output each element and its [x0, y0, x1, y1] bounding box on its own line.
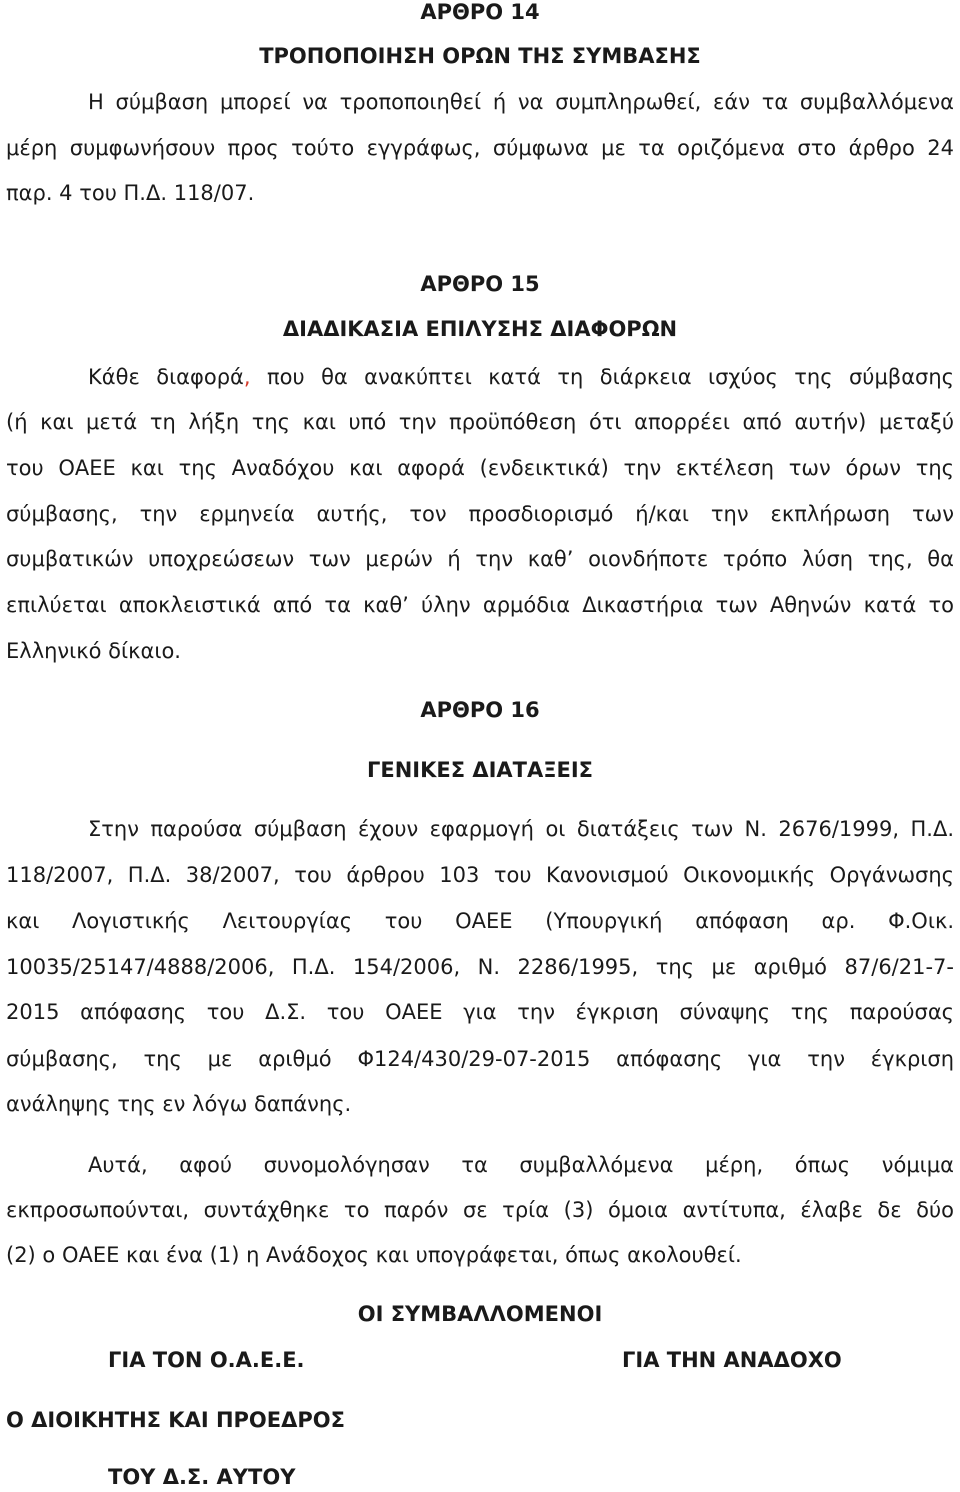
- article-16-text-line: 118/2007, Π.Δ. 38/2007, του άρθρου 103 του Κανονισμού Οικονομικής Οργάνωσης: [6, 863, 954, 887]
- closing-text-line: (2) ο ΟΑΕΕ και ένα (1) η Ανάδοχος και υπογράφεται, όπως ακολουθεί.: [6, 1243, 742, 1267]
- article-15-text-line: επιλύεται αποκλειστικά από τα καθ’ ύλην αρμόδια Δικαστήρια των Αθηνών κατά το: [6, 593, 954, 617]
- article-15-text-line: συμβατικών υποχρεώσεων των μερών ή την καθ’ οιονδήποτε τρόπο λύση της, θα: [6, 547, 954, 571]
- article-15-text-start: Κάθε διαφορά: [88, 365, 244, 389]
- article-15-text-line: σύμβασης, την ερμηνεία αυτής, τον προσδιορισμό ή/και την εκπλήρωση των: [6, 502, 954, 526]
- article-14-text-line: παρ. 4 του Π.Δ. 118/07.: [6, 181, 255, 205]
- article-14-heading: ΑΡΘΡΟ 14: [420, 0, 540, 24]
- right-party-label: ΓΙΑ ΤΗΝ ΑΝΑΔΟΧΟ: [622, 1348, 842, 1372]
- signer-title: Ο ΔΙΟΙΚΗΤΗΣ ΚΑΙ ΠΡΟΕΔΡΟΣ: [6, 1408, 345, 1432]
- signer-board: ΤΟΥ Δ.Σ. ΑΥΤΟΥ: [108, 1465, 296, 1489]
- article-16-text-line: 2015 απόφασης του Δ.Σ. του ΟΑΕΕ για την έγκριση σύναψης της παρούσας: [6, 1000, 954, 1024]
- article-14-text-line: Η σύμβαση μπορεί να τροποποιηθεί ή να συμπληρωθεί, εάν τα συμβαλλόμενα: [88, 90, 954, 114]
- article-14-title: ΤΡΟΠΟΠΟΙΗΣΗ ΟΡΩΝ ΤΗΣ ΣΥΜΒΑΣΗΣ: [259, 44, 701, 68]
- signatures-heading: ΟΙ ΣΥΜΒΑΛΛΟΜΕΝΟΙ: [357, 1302, 603, 1326]
- article-16-text-line: ανάληψης της εν λόγω δαπάνης.: [6, 1092, 352, 1116]
- article-16-text-line: σύμβασης, της με αριθμό Φ124/430/29-07-2015 απόφασης για την έγκριση: [6, 1047, 954, 1071]
- article-16-text-line: 10035/25147/4888/2006, Π.Δ. 154/2006, Ν. 2286/1995, της με αριθμό 87/6/21-7-: [6, 955, 954, 979]
- closing-text-line: Αυτά, αφού συνομολόγησαν τα συμβαλλόμενα μέρη, όπως νόμιμα: [88, 1153, 954, 1177]
- article-15-red-comma: ,: [243, 365, 251, 389]
- article-15-heading: ΑΡΘΡΟ 15: [420, 272, 540, 296]
- article-15-text-end: που θα ανακύπτει κατά τη διάρκεια ισχύος της σύμβασης: [250, 365, 954, 389]
- article-16-heading: ΑΡΘΡΟ 16: [420, 698, 540, 722]
- article-15-text-line: του ΟΑΕΕ και της Αναδόχου και αφορά (ενδεικτικά) την εκτέλεση των όρων της: [6, 456, 954, 480]
- article-15-text-line: [6, 362, 954, 392]
- article-16-text-line: Στην παρούσα σύμβαση έχουν εφαρμογή οι διατάξεις των Ν. 2676/1999, Π.Δ.: [88, 817, 954, 841]
- article-14-text-line: μέρη συμφωνήσουν προς τούτο εγγράφως, σύμφωνα με τα οριζόμενα στο άρθρο 24: [6, 136, 954, 160]
- article-15-title: ΔΙΑΔΙΚΑΣΙΑ ΕΠΙΛΥΣΗΣ ΔΙΑΦΟΡΩΝ: [282, 317, 678, 341]
- closing-text-line: εκπροσωπούνται, συντάχθηκε το παρόν σε τρία (3) όμοια αντίτυπα, έλαβε δε δύο: [6, 1198, 954, 1222]
- article-16-title: ΓΕΝΙΚΕΣ ΔΙΑΤΑΞΕΙΣ: [366, 758, 594, 782]
- article-15-text-line: (ή και μετά τη λήξη της και υπό την προϋπόθεση ότι απορρέει από αυτήν) μεταξύ: [6, 410, 954, 434]
- article-15-text-line: Ελληνικό δίκαιο.: [6, 639, 181, 663]
- article-16-text-line: και Λογιστικής Λειτουργίας του ΟΑΕΕ (Υπουργική απόφαση αρ. Φ.Οικ.: [6, 909, 954, 933]
- left-party-label: ΓΙΑ ΤΟΝ Ο.Α.Ε.Ε.: [108, 1348, 305, 1372]
